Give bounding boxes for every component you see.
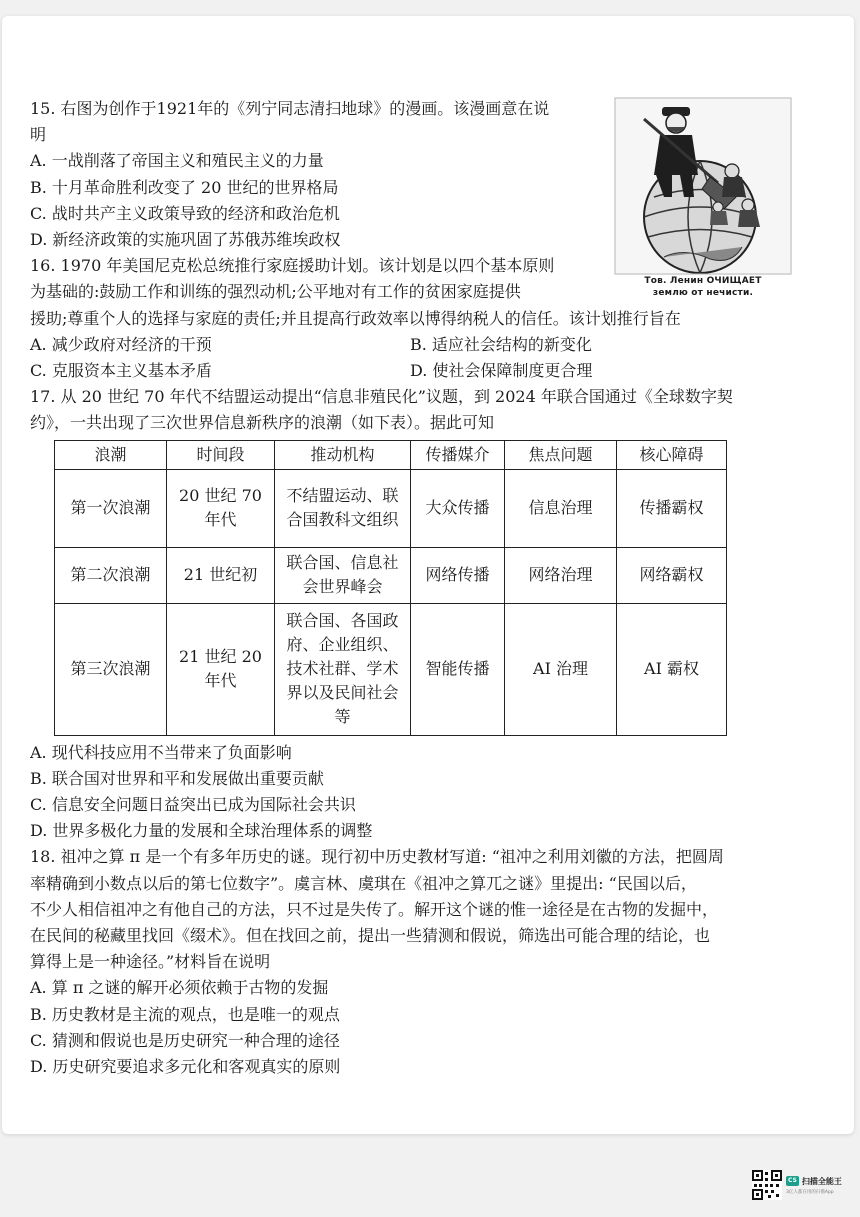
table-cell: AI 霸权 — [617, 603, 727, 735]
exam-content — [30, 96, 810, 1080]
q18-stem-line1: 18. 祖冲之算 π 是一个有多年历史的谜。现行初中历史教材写道: “祖冲之利用刘徽的方法，把圆周 — [30, 847, 724, 867]
table-header-cell: 推动机构 — [275, 440, 411, 469]
q15-option-c: C. 战时共产主义政策导致的经济和政治危机 — [30, 203, 340, 223]
table-header-cell: 焦点问题 — [505, 440, 617, 469]
table-cell: 智能传播 — [411, 603, 505, 735]
q18-option-a: A. 算 π 之谜的解开必须依赖于古物的发掘 — [30, 978, 329, 998]
table-cell: 信息治理 — [505, 469, 617, 547]
table-cell: 网络传播 — [411, 547, 505, 603]
table-cell: 网络治理 — [505, 547, 617, 603]
q18-stem-line4: 在民间的秘藏里找回《缀术》。但在找回之前，提出一些猜测和假说，筛选出可能合理的结论，也 — [30, 926, 711, 946]
q17-option-b: B. 联合国对世界和平和发展做出重要贡献 — [30, 768, 324, 788]
table-cell: 20 世纪 70 年代 — [167, 469, 275, 547]
scanner-badge-text — [786, 1176, 842, 1195]
q16-options-row2 — [30, 358, 810, 384]
table-cell: 21 世纪初 — [167, 547, 275, 603]
cartoon-caption-line2: землю от нечисти. — [652, 288, 754, 298]
q17-option-c: C. 信息安全问题日益突出已成为国际社会共识 — [30, 795, 356, 815]
scanner-badge — [752, 1168, 848, 1202]
table-cell: 联合国、各国政府、企业组织、技术社群、学术界以及民间社会等 — [275, 603, 411, 735]
table-cell: AI 治理 — [505, 603, 617, 735]
table-cell: 网络霸权 — [617, 547, 727, 603]
q17-stem-line1: 17. 从 20 世纪 70 年代不结盟运动提出“信息非殖民化”议题，到 2024 年联合国通过《全球数字契 — [30, 387, 733, 407]
table-cell: 第一次浪潮 — [55, 469, 167, 547]
q16-option-b: B. 适应社会结构的新变化 — [410, 334, 592, 354]
q18-option-c: C. 猜测和假说也是历史研究一种合理的途径 — [30, 1030, 340, 1050]
qr-code-icon — [752, 1170, 782, 1200]
question-15 — [30, 96, 810, 253]
table-row — [55, 469, 727, 547]
q15-option-d: D. 新经济政策的实施巩固了苏俄苏维埃政权 — [30, 230, 341, 250]
table-header-cell: 传播媒介 — [411, 440, 505, 469]
q16-option-a: A. 减少政府对经济的干预 — [30, 334, 212, 354]
question-16 — [30, 253, 810, 384]
scanner-brand — [786, 1176, 842, 1187]
q16-option-d: D. 使社会保障制度更合理 — [410, 361, 593, 381]
question-18 — [30, 844, 810, 1080]
q16-stem-line3: 援助;尊重个人的选择与家庭的责任;并且提高行政效率以博得纳税人的信任。该计划推行旨在 — [30, 308, 681, 328]
q17-stem-line2: 约》，一共出现了三次世界信息新秩序的浪潮（如下表）。据此可知 — [30, 413, 495, 433]
table-cell: 联合国、信息社会世界峰会 — [275, 547, 411, 603]
cartoon-caption-line1: Тов. Ленин ОЧИЩАЕТ — [644, 276, 762, 286]
q16-stem-line1: 16. 1970 年美国尼克松总统推行家庭援助计划。该计划是以四个基本原则 — [30, 256, 555, 276]
q18-stem-line3: 不少人相信祖冲之有他自己的方法，只不过是失传了。解开这个谜的惟一途径是在古物的发掘中， — [30, 899, 719, 919]
table-header-row — [55, 440, 727, 469]
table-cell: 不结盟运动、联合国教科文组织 — [275, 469, 411, 547]
q16-option-c: C. 克服资本主义基本矛盾 — [30, 361, 212, 381]
q15-option-b: B. 十月革命胜利改变了 20 世纪的世界格局 — [30, 177, 339, 197]
q16-options-row1 — [30, 332, 810, 358]
q18-stem-line5: 算得上是一种途径。”材料旨在说明 — [30, 952, 271, 972]
camscanner-logo-icon: CS — [788, 1177, 797, 1184]
information-order-table — [54, 440, 727, 736]
question-17 — [30, 384, 810, 844]
q15-option-a: A. 一战削落了帝国主义和殖民主义的力量 — [30, 151, 324, 171]
q15-stem-line1: 15. 右图为创作于1921年的《列宁同志清扫地球》的漫画。该漫画意在说 — [30, 99, 550, 118]
table-cell: 第二次浪潮 — [55, 547, 167, 603]
table-row — [55, 547, 727, 603]
q17-option-d: D. 世界多极化力量的发展和全球治理体系的调整 — [30, 821, 373, 841]
q18-stem-line2: 率精确到小数点以后的第七位数字”。虞言林、虞琪在《祖冲之算兀之谜》里提出: “民国以后， — [30, 873, 697, 893]
table-row — [55, 603, 727, 735]
scanner-brand-name: 扫描全能王 — [801, 1176, 842, 1186]
table-cell: 大众传播 — [411, 469, 505, 547]
table-header-cell: 浪潮 — [55, 440, 167, 469]
table-cell: 第三次浪潮 — [55, 603, 167, 735]
q18-option-d: D. 历史研究要追求多元化和客观真实的原则 — [30, 1057, 341, 1077]
q15-stem-line2: 明 — [30, 125, 47, 145]
q16-stem-line2: 为基础的:鼓励工作和训练的强烈动机;公平地对有工作的贫困家庭提供 — [30, 282, 521, 302]
scanner-tagline: 3亿人都在用的扫描App — [786, 1189, 834, 1195]
q18-option-b: B. 历史教材是主流的观点，也是唯一的观点 — [30, 1004, 340, 1024]
table-header-cell: 时间段 — [167, 440, 275, 469]
table-cell: 21 世纪 20 年代 — [167, 603, 275, 735]
table-cell: 传播霸权 — [617, 469, 727, 547]
table-header-cell: 核心障碍 — [617, 440, 727, 469]
q17-option-a: A. 现代科技应用不当带来了负面影响 — [30, 742, 292, 762]
